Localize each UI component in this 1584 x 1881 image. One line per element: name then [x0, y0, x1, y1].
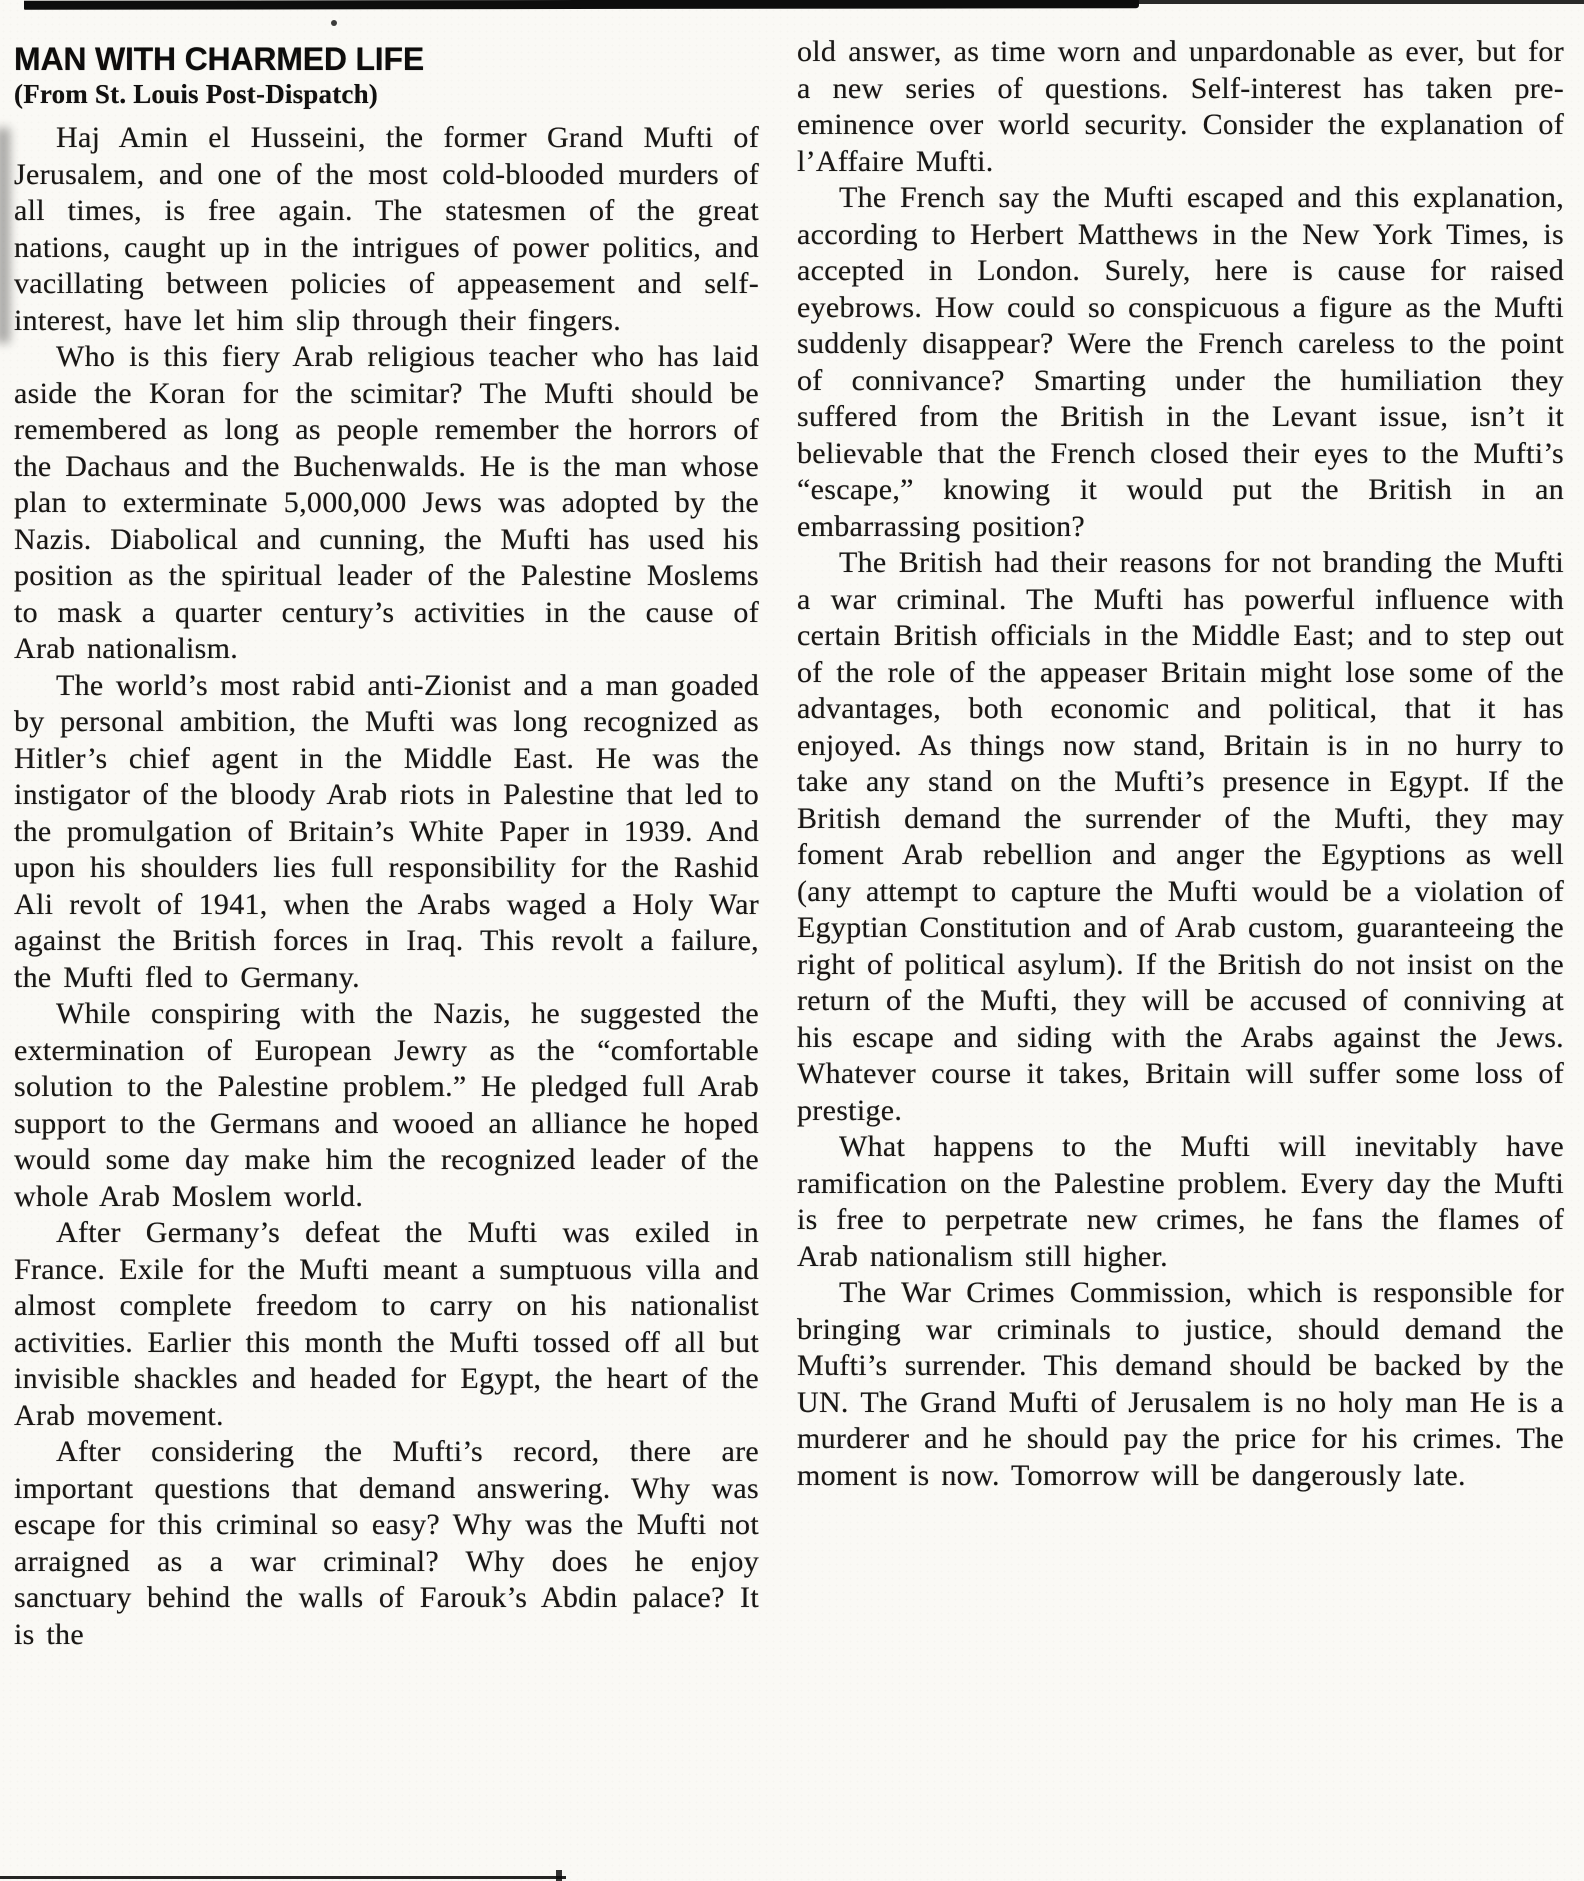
paragraph: The British had their reasons for not branding the Mufti a war criminal. The Mufti has powerful influence with certain British officials in the Middle East; and to step out of the role of the appeaser Britain might lose some of the advantages, both economic and political, that it has enjoyed. As things now stand, Britain is in no hurry to take any stand on the Mufti’s presence in Egypt. If the British demand the surrender of the Mufti, they may foment Arab rebellion and anger the Egyptions as well (any attempt to capture the Mufti would be a violation of Egyptian Constitution and of Arab custom, guaranteeing the right of political asylum). If the British do not insist on the return of the Mufti, they will be accused of conniving at his escape and siding with the Arabs against the Jews. Whatever course it takes, Britain will suffer some loss of prestige. [797, 546, 1564, 1127]
scan-artifact-dot [331, 20, 337, 26]
article-column-right [797, 34, 1564, 1494]
scan-artifact-top-bar [24, 0, 1139, 10]
paragraph: The French say the Mufti escaped and this explanation, according to Herbert Matthews in the New York Times, is accepted in London. Surely, here is cause for raised eyebrows. How could so conspicuous a figure as the Mufti suddenly disappear? Were the French careless to the point of connivance? Smarting under the humiliation they suffered from the British in the Levant issue, isn’t it believable that the French closed their eyes to the Mufti’s “escape,” knowing it would put the British in an embarrassing position? [797, 181, 1564, 543]
article-title: MAN WITH CHARMED LIFE [14, 41, 424, 77]
scan-artifact-edge-smudge [0, 128, 10, 343]
paragraph-continuation: old answer, as time worn and unpardonable as ever, but for a new series of questions. Self-interest has taken pre-eminence over world security. Consider the explanation of l’Affaire Mufti. [797, 35, 1564, 178]
article-source-line: (From St. Louis Post-Dispatch) [14, 79, 379, 109]
paragraph: Who is this fiery Arab religious teacher who has laid aside the Koran for the scimitar? The Mufti should be remembered as long as people remember the horrors of the Dachaus and the Buchenwalds. He is the man whose plan to exterminate 5,000,000 Jews was adopted by the Nazis. Diabolical and cunning, the Mufti has used his position as the spiritual leader of the Palestine Moslems to mask a quarter century’s activities in the cause of Arab nationalism. [14, 340, 759, 665]
paragraph: The War Crimes Commission, which is responsible for bringing war criminals to justice, should demand the Mufti’s surrender. This demand should be backed by the UN. The Grand Mufti of Jerusalem is no holy man He is a murderer and he should pay the price for his crimes. The moment is now. Tomorrow will be dangerously late. [797, 1276, 1564, 1492]
paragraph: While conspiring with the Nazis, he suggested the extermination of European Jewry as the “comfortable solution to the Palestine problem.” He pledged full Arab support to the Germans and wooed an alliance he hoped would some day make him the recognized leader of the whole Arab Moslem world. [14, 997, 759, 1213]
paragraph: Haj Amin el Husseini, the former Grand Mufti of Jerusalem, and one of the most cold-blooded murders of all times, is free again. The statesmen of the great nations, caught up in the intrigues of power politics, and vacillating between policies of appeasement and self-interest, have let him slip through their fingers. [14, 121, 759, 337]
paragraph: After considering the Mufti’s record, there are important questions that demand answering. Why was escape for this criminal so easy? Why was the Mufti not arraigned as a war criminal? Why does he enjoy sanctuary behind the walls of Farouk’s Abdin palace? It is the [14, 1435, 759, 1651]
paragraph: After Germany’s defeat the Mufti was exiled in France. Exile for the Mufti meant a sumptuous villa and almost complete freedom to carry on his nationalist activities. Earlier this month the Mufti tossed off all but invisible shackles and headed for Egypt, the heart of the Arab movement. [14, 1216, 759, 1432]
scan-artifact-bottom-line [0, 1876, 566, 1879]
paragraph: What happens to the Mufti will inevitably have ramification on the Palestine problem. Every day the Mufti is free to perpetrate new crimes, he fans the flames of Arab nationalism still higher. [797, 1130, 1564, 1273]
paragraph: The world’s most rabid anti-Zionist and a man goaded by personal ambition, the Mufti was long recognized as Hitler’s chief agent in the Middle East. He was the instigator of the bloody Arab riots in Palestine that led to the promulgation of Britain’s White Paper in 1939. And upon his shoulders lies full responsibility for the Rashid Ali revolt of 1941, when the Arabs waged a Holy War against the British forces in Iraq. This revolt a failure, the Mufti fled to Germany. [14, 668, 759, 994]
article-column-left [14, 42, 759, 1653]
scan-artifact-top-line [1090, 0, 1584, 4]
scan-artifact-bottom-tick [556, 1870, 562, 1881]
